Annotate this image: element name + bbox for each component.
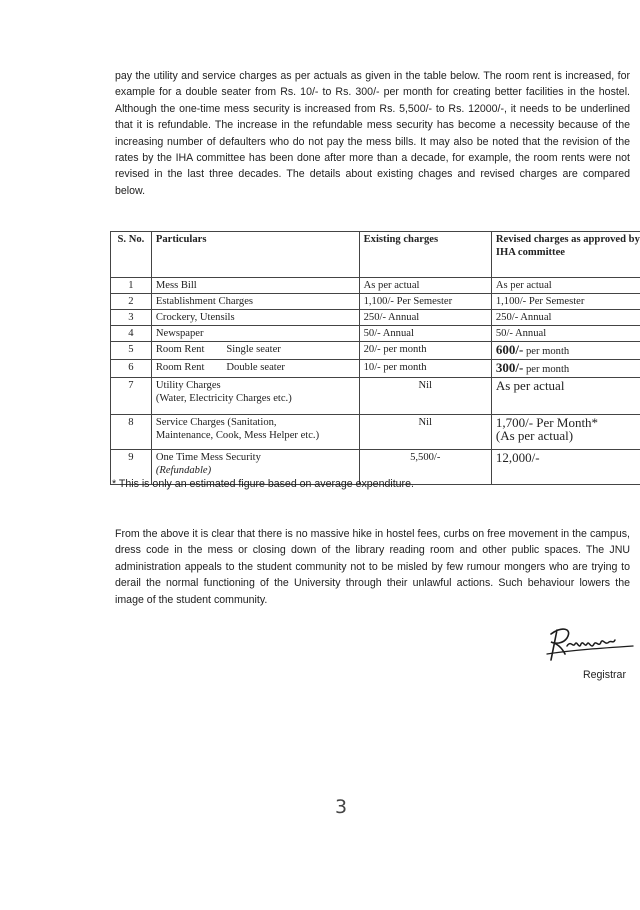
row-sno: 6	[111, 360, 152, 378]
row-sno: 3	[111, 310, 152, 326]
row-existing: 20/- per month	[359, 342, 491, 360]
table-header-row	[111, 232, 640, 278]
charges-table	[110, 231, 640, 485]
signature-image	[543, 620, 635, 664]
header-particulars: Particulars	[151, 232, 359, 278]
table-row	[111, 278, 640, 294]
row-particulars	[151, 360, 359, 378]
row-revised: 250/- Annual	[491, 310, 640, 326]
row-particulars-sub: (Refundable)	[155, 465, 212, 476]
table-row	[111, 310, 640, 326]
row-sno: 9	[111, 450, 152, 485]
revised-value: 600/-	[495, 342, 524, 357]
revised-value: 1,700/- Per Month*	[495, 415, 599, 430]
header-sno: S. No.	[111, 232, 152, 278]
row-particulars-sub: Single seater	[226, 344, 281, 355]
revised-unit: per month	[525, 364, 570, 375]
row-existing: As per actual	[359, 278, 491, 294]
table-row	[111, 294, 640, 310]
row-particulars-main: Room Rent	[155, 362, 205, 373]
row-particulars: Crockery, Utensils	[151, 310, 359, 326]
row-revised	[491, 415, 640, 450]
row-particulars	[151, 415, 359, 450]
row-sno: 7	[111, 378, 152, 415]
row-existing: Nil	[359, 415, 491, 450]
row-particulars-main: Utility Charges	[155, 380, 221, 391]
table-row	[111, 415, 640, 450]
revised-unit: per month	[525, 346, 570, 357]
signatory-title: Registrar	[583, 669, 626, 681]
row-existing: 5,500/-	[359, 450, 491, 485]
intro-paragraph: pay the utility and service charges as per actuals as given in the table below. The room rent is increased, for example for a double seater from Rs. 10/- to Rs. 300/- per month for creating better facilities in the hostel. Although the one-time mess security is increased from Rs. 5,500/- to Rs. 12000/-, it needs to be underlined that it is refundable. The increase in the refundable mess security has become a necessity because of the increasing number of defaulters who do not pay the mess bills. It may also be noted that the revision of the rates by the IHA committee has been done after more than a decade, for example, the room rents were not revised in the last three decades. The details about existing chages and revised charges are compared below.	[115, 70, 630, 197]
row-revised	[491, 342, 640, 360]
row-sno: 8	[111, 415, 152, 450]
row-existing: 50/- Annual	[359, 326, 491, 342]
row-particulars-sub: Maintenance, Cook, Mess Helper etc.)	[155, 430, 320, 441]
header-revised: Revised charges as approved by IHA committee	[491, 232, 640, 278]
row-sno: 4	[111, 326, 152, 342]
row-revised: 1,100/- Per Semester	[491, 294, 640, 310]
row-particulars: Newspaper	[151, 326, 359, 342]
page-number: 3	[335, 796, 348, 818]
table-row	[111, 378, 640, 415]
row-revised	[491, 360, 640, 378]
row-particulars-main: Room Rent	[155, 344, 205, 355]
row-sno: 1	[111, 278, 152, 294]
row-revised: 50/- Annual	[491, 326, 640, 342]
closing-paragraph: From the above it is clear that there is no massive hike in hostel fees, curbs on free movement in the campus, dress code in the mess or closing down of the library reading room and other public spaces. The JNU administration appeals to the student community not to be misled by few rumour mongers who are trying to derail the normal functioning of the University through their unlawful actions. Such behaviour lowers the image of the student community.	[115, 528, 630, 606]
row-particulars: Establishment Charges	[151, 294, 359, 310]
row-existing: 10/- per month	[359, 360, 491, 378]
row-revised: 12,000/-	[491, 450, 640, 485]
row-sno: 2	[111, 294, 152, 310]
row-sno: 5	[111, 342, 152, 360]
row-revised: As per actual	[491, 278, 640, 294]
revised-value: 300/-	[495, 360, 524, 375]
row-particulars: Mess Bill	[151, 278, 359, 294]
table-footnote: * This is only an estimated figure based on average expenditure.	[112, 478, 414, 490]
row-existing: Nil	[359, 378, 491, 415]
row-particulars-main: One Time Mess Security	[155, 452, 261, 463]
row-particulars-sub: Double seater	[226, 362, 285, 373]
row-existing: 250/- Annual	[359, 310, 491, 326]
row-particulars	[151, 378, 359, 415]
table-row	[111, 342, 640, 360]
row-existing: 1,100/- Per Semester	[359, 294, 491, 310]
table-row	[111, 360, 640, 378]
row-revised: As per actual	[491, 378, 640, 415]
row-particulars	[151, 342, 359, 360]
table-row	[111, 326, 640, 342]
revised-note: (As per actual)	[495, 428, 574, 443]
header-existing: Existing charges	[359, 232, 491, 278]
row-particulars-sub: (Water, Electricity Charges etc.)	[155, 393, 292, 404]
row-particulars-main: Service Charges (Sanitation,	[155, 417, 277, 428]
